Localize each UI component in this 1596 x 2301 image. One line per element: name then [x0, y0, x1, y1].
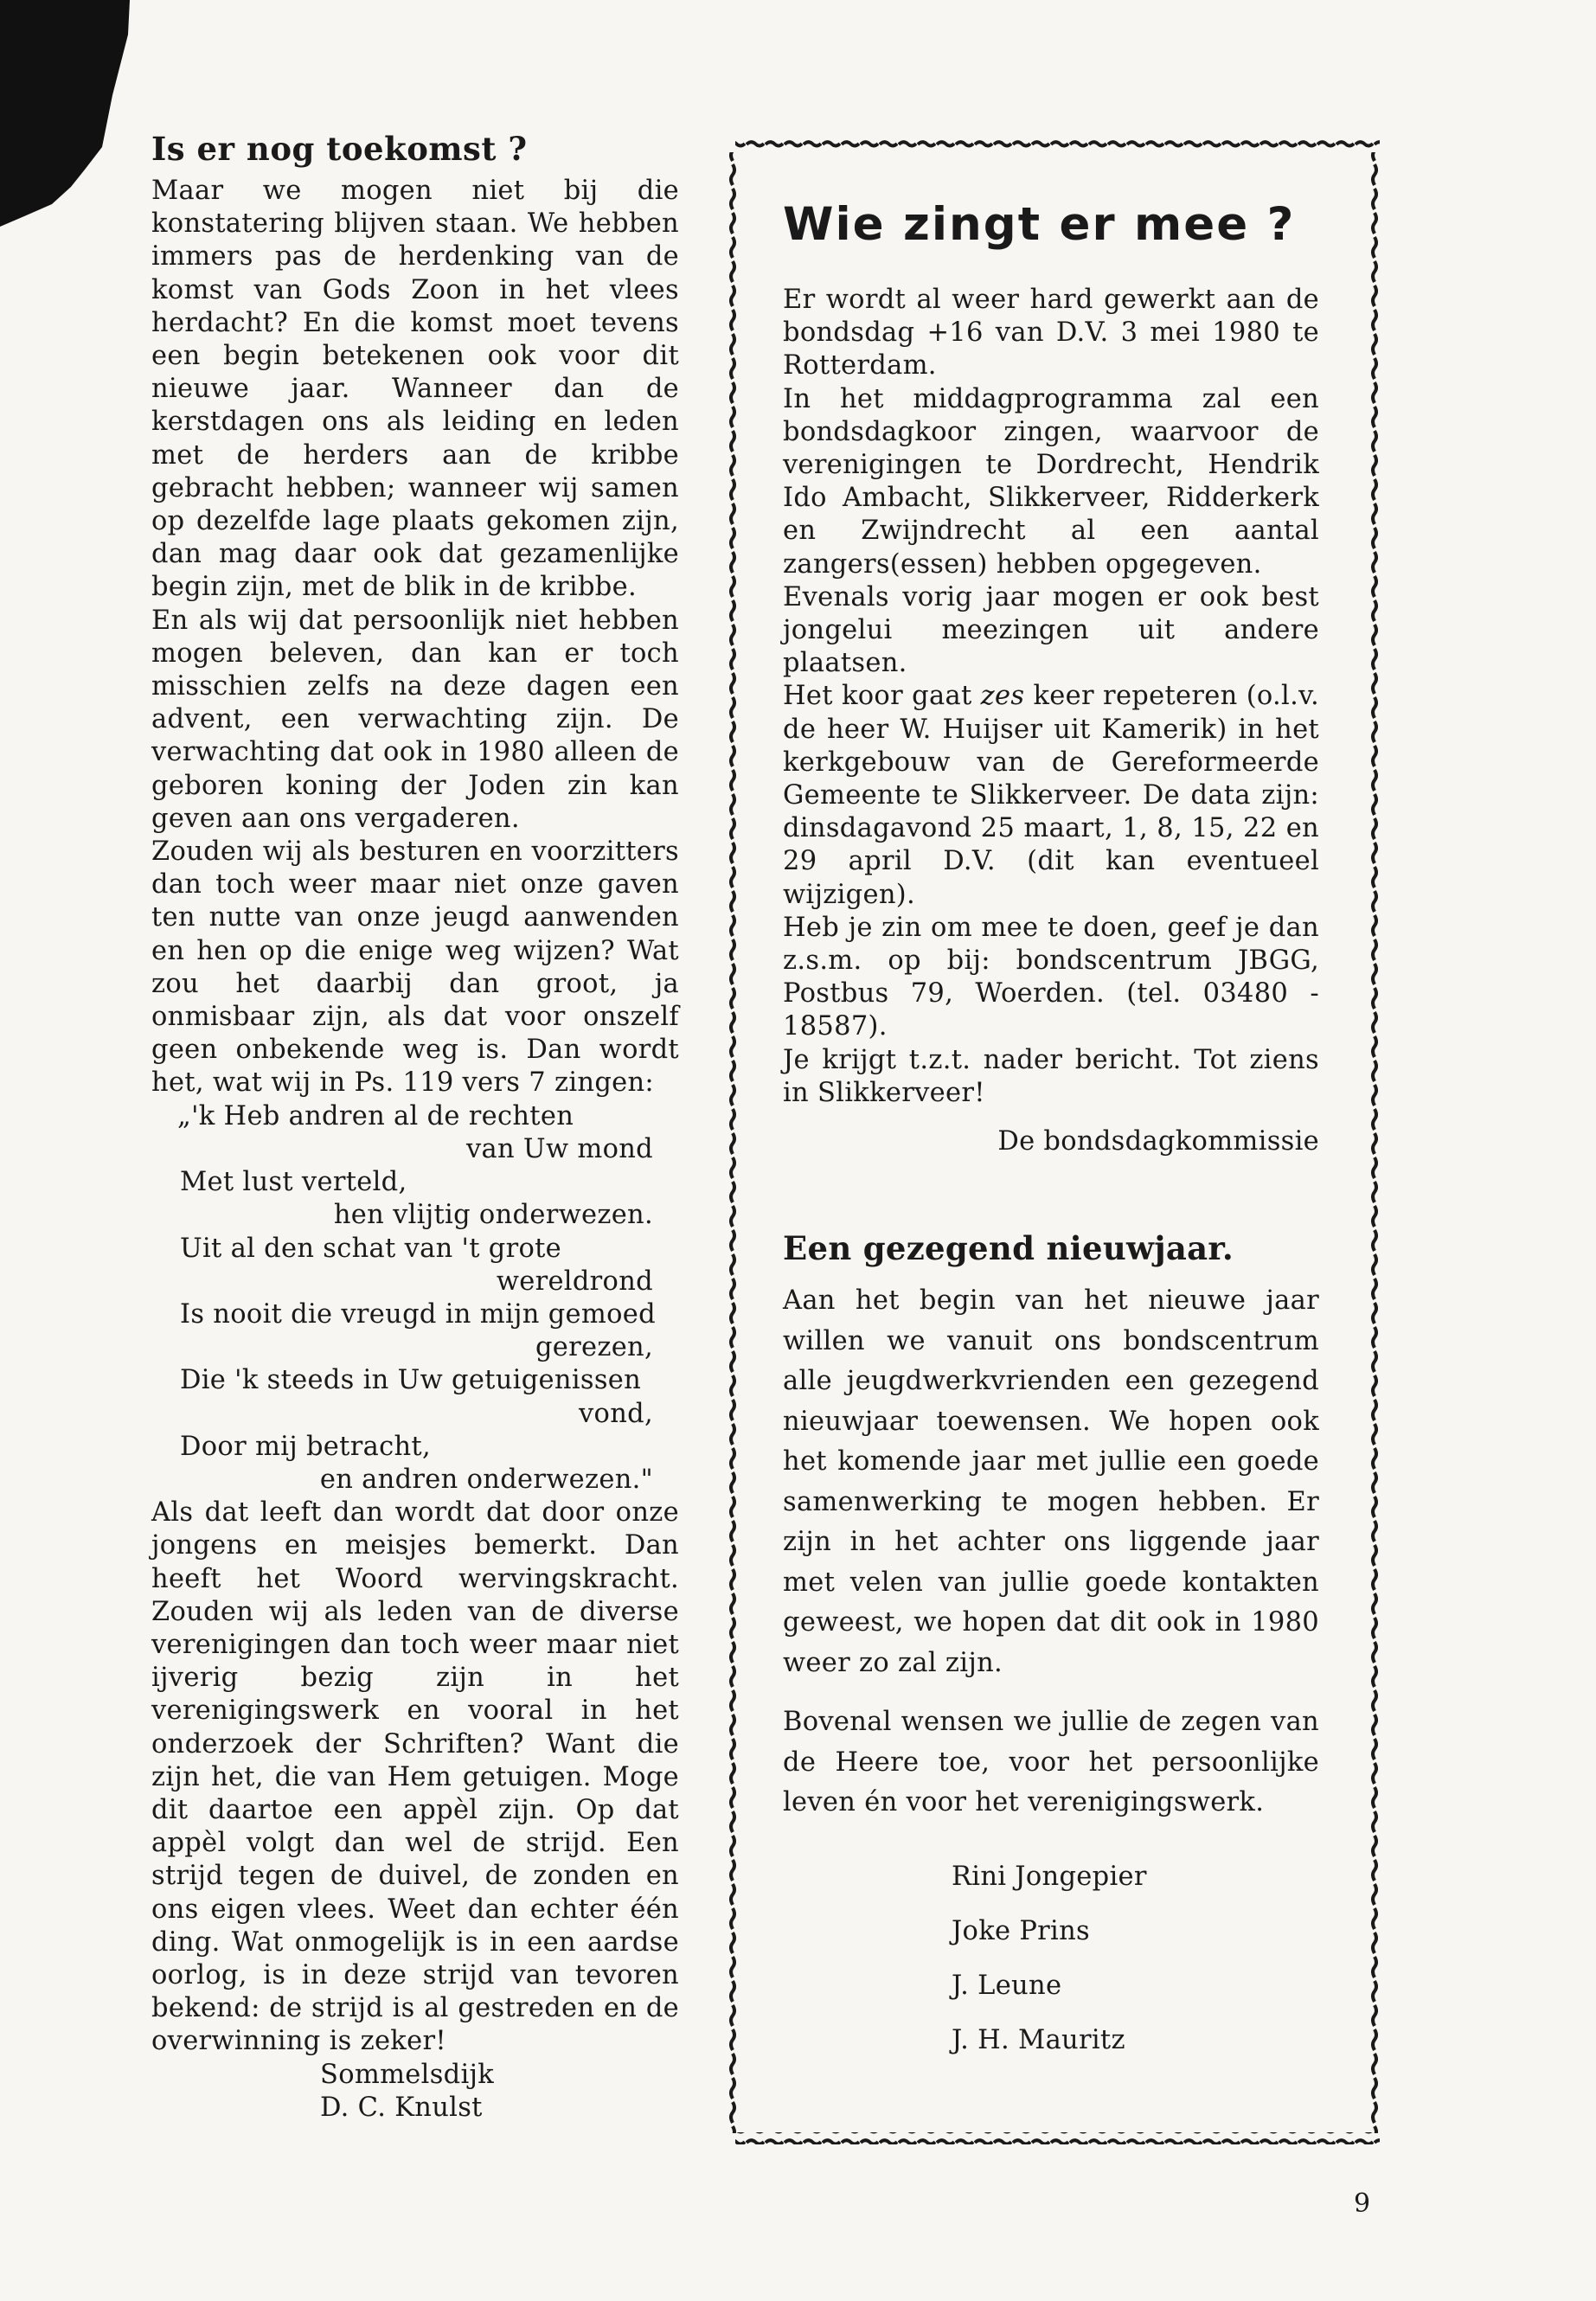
- paragraph: Maar we mogen niet bij die konstatering blijven staan. We hebben immers pas de herdenking van de komst van Gods Zoon in het vlees herdacht? En die komst moet tevens een begin betekenen ook voor dit nieuwe jaar. Wanneer dan de kerstdagen ons als leiding en leden met de herders aan de kribbe gebracht hebben; wanneer wij samen op dezelfde lage plaats gekomen zijn, dan mag daar ook dat gezamenlijke begin zijn, met de blik in de kribbe.: [151, 176, 679, 603]
- poem-line: Met lust verteld,: [180, 1167, 407, 1198]
- paragraph: Je krijgt t.z.t. nader bericht. Tot ziens in Slikkerveer!: [783, 1044, 1319, 1108]
- paragraph: Zouden wij als besturen en voorzitters dan toch weer maar niet onze gaven ten nutte van onze jeugd aanwenden en hen op die enige weg wijzen? Wat zou het daarbij dan groot, ja onmisbaar zijn, als dat voor onszelf geen onbekende weg is. Dan wordt het, wat wij in Ps. 119 vers 7 zingen:: [151, 836, 679, 1099]
- announcement-title: Wie zingt er mee ?: [783, 198, 1296, 251]
- signature-place: Sommelsdijk: [320, 2059, 495, 2090]
- signatory-name: J. Leune: [952, 1970, 1062, 2001]
- paragraph: En als wij dat persoonlijk niet hebben mogen beleven, dan kan er toch misschien zelfs na deze dagen een advent, een verwachting zijn. De verwachting dat ook in 1980 alleen de geboren koning der Joden zin kan geven aan ons vergaderen.: [151, 605, 679, 834]
- section-heading: Een gezegend nieuwjaar.: [783, 1229, 1234, 1268]
- signatory-name: J. H. Mauritz: [952, 2024, 1125, 2055]
- bordered-announcement-box: [727, 138, 1388, 2150]
- poem-line: Is nooit die vreugd in mijn gemoed: [180, 1298, 656, 1330]
- poem-line: „'k Heb andren al de rechten: [177, 1100, 574, 1131]
- signature-name: D. C. Knulst: [320, 2092, 483, 2123]
- paragraph: Bovenal wensen we jullie de zegen van de Heere toe, voor het persoonlijke leven én voor het verenigingswerk.: [783, 1707, 1319, 1818]
- poem-line: gerezen,: [535, 1332, 653, 1363]
- paragraph: Heb je zin om mee te doen, geef je dan z.s.m. op bij: bondscentrum JBGG, Postbus 79, Woerden. (tel. 03480 - 18587).: [783, 912, 1319, 1042]
- poem-line: Uit al den schat van 't grote: [180, 1233, 562, 1264]
- signatories: [952, 1849, 1319, 2067]
- paragraph: [783, 680, 1319, 911]
- scan-edge-mark: [0, 0, 138, 242]
- emphasis: zes: [980, 681, 1025, 712]
- signatory-name: Joke Prins: [952, 1915, 1090, 1946]
- paragraph: In het middagprogramma zal een bondsdagkoor zingen, waarvoor de verenigingen te Dordrecht, Hendrik Ido Ambacht, Slikkerveer, Ridderkerk en Zwijndrecht al een aantal zangers(essen) hebben opgegeven.: [783, 383, 1319, 580]
- paragraph: Aan het begin van het nieuwe jaar willen we vanuit ons bondscentrum alle jeugdwerkvrienden een gezegend nieuwjaar toewensen. We hopen ook het komende jaar met jullie een goede samenwerking te mogen hebben. Er zijn in het achter ons liggende jaar met velen van jullie goede kontakten geweest, we hopen dat dit ook in 1980 weer zo zal zijn.: [783, 1285, 1319, 1678]
- paragraph: Evenals vorig jaar mogen er ook best jongelui meezingen uit andere plaatsen.: [783, 581, 1319, 679]
- poem-line: en andren onderwezen.": [319, 1464, 653, 1495]
- article-toekomst: [151, 130, 679, 2125]
- signature-committee: De bondsdagkommissie: [997, 1126, 1319, 1157]
- psalm-quote: [151, 1100, 679, 1497]
- poem-line: vond,: [579, 1398, 653, 1429]
- page-number: 9: [1354, 2189, 1371, 2219]
- poem-line: Die 'k steeds in Uw getuigenissen: [180, 1365, 642, 1396]
- text-run: Het koor gaat: [783, 681, 981, 712]
- text-run: keer repeteren (o.l.v. de heer W. Huijser uit Kamerik) in het kerkgebouw van de Gereformeerde Gemeente te Slikkerveer. De data zijn: dinsdagavond 25 maart, 1, 8, 15, 22 en 29 april D.V. (dit kan eventueel wijzigen).: [783, 681, 1319, 910]
- article-heading: Is er nog toekomst ?: [151, 130, 528, 168]
- poem-line: wereldrond: [496, 1266, 653, 1297]
- poem-line: Door mij betracht,: [180, 1431, 431, 1462]
- paragraph: Er wordt al weer hard gewerkt aan de bondsdag +16 van D.V. 3 mei 1980 te Rotterdam.: [783, 285, 1319, 381]
- poem-line: hen vlijtig onderwezen.: [333, 1200, 653, 1231]
- paragraph: Als dat leeft dan wordt dat door onze jongens en meisjes bemerkt. Dan heeft het Woord wervingskracht. Zouden wij als leden van de diverse verenigingen dan toch weer maar niet ijverig bezig zijn in het verenigingswerk en vooral in het onderzoek der Schriften? Want die zijn het, die van Hem getuigen. Moge dit daartoe een appèl zijn. Op dat appèl volgt dan wel de strijd. Een strijd tegen de duivel, de zonden en ons eigen vlees. Weet dan echter één ding. Wat onmogelijk is in een aardse oorlog, is in deze strijd van tevoren bekend: de strijd is al gestreden en de overwinning is zeker!: [151, 1497, 679, 2057]
- signatory-name: Rini Jongepier: [952, 1861, 1147, 1892]
- poem-line: van Uw mond: [465, 1133, 653, 1164]
